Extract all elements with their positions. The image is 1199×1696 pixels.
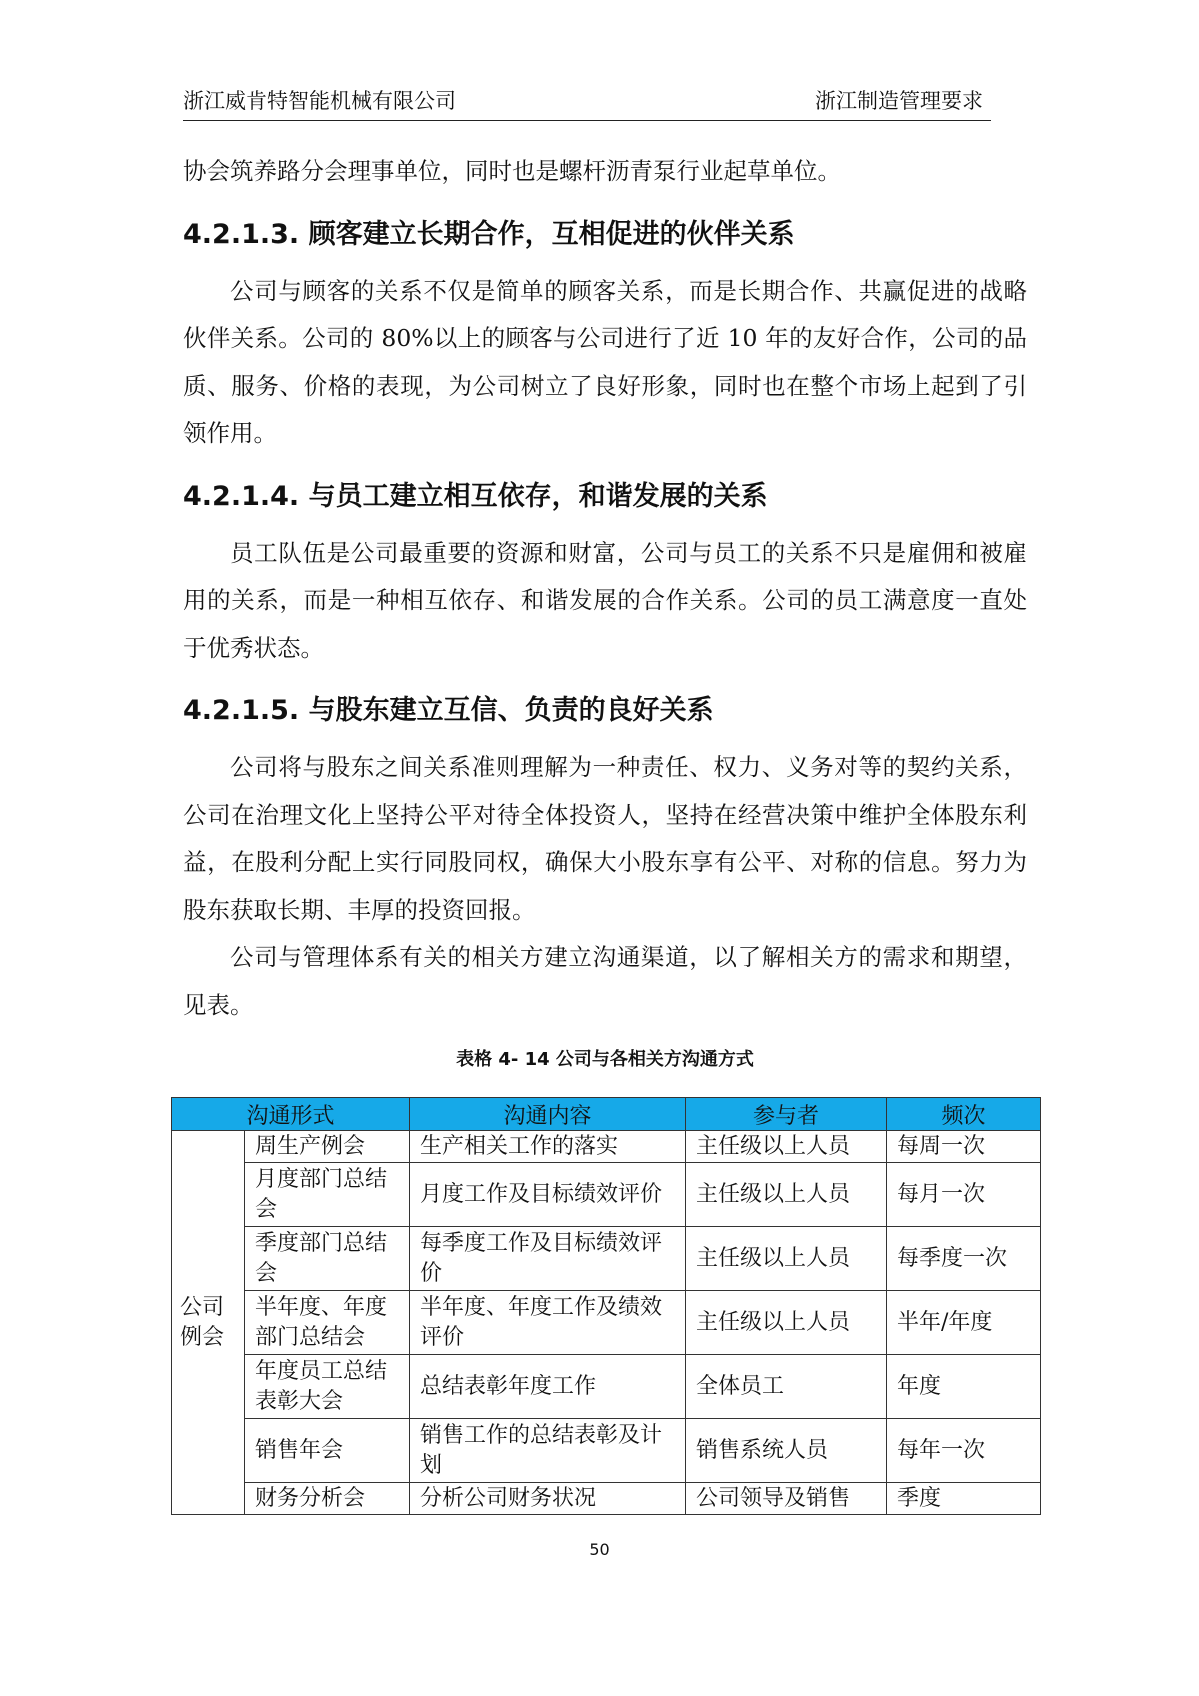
cell-form: 季度部门总结会 — [245, 1227, 410, 1291]
cell-content: 月度工作及目标绩效评价 — [410, 1163, 686, 1227]
cell-frequency: 每季度一次 — [887, 1227, 1041, 1291]
cell-content: 销售工作的总结表彰及计划 — [410, 1419, 686, 1483]
header-form: 沟通形式 — [172, 1098, 410, 1131]
page-number: 50 — [589, 1540, 610, 1559]
cell-participants: 全体员工 — [686, 1355, 887, 1419]
cell-participants: 主任级以上人员 — [686, 1131, 887, 1163]
cell-content: 半年度、年度工作及绩效评价 — [410, 1291, 686, 1355]
cell-participants: 主任级以上人员 — [686, 1163, 887, 1227]
cell-frequency: 半年/年度 — [887, 1291, 1041, 1355]
header-frequency: 频次 — [887, 1098, 1041, 1131]
cell-frequency: 每周一次 — [887, 1131, 1041, 1163]
cell-content: 每季度工作及目标绩效评价 — [410, 1227, 686, 1291]
table-row — [172, 1419, 1041, 1483]
cell-form: 销售年会 — [245, 1419, 410, 1483]
section-heading-4-2-1-4: 4.2.1.4. 与员工建立相互依存，和谐发展的关系 — [183, 480, 768, 512]
section-heading-4-2-1-5: 4.2.1.5. 与股东建立互信、负责的良好关系 — [183, 695, 714, 726]
paragraph: 公司与顾客的关系不仅是简单的顾客关系，而是长期合作、共赢促进的战略伙伴关系。公司的 80%以上的顾客与公司进行了近 10 年的友好合作，公司的品质、服务、价格的表现，为公司树立了良好形象，同时也在整个市场上起到了引领作用。 — [183, 276, 1027, 447]
table-header-row — [172, 1098, 1041, 1131]
cell-content: 分析公司财务状况 — [410, 1483, 686, 1515]
page-header — [183, 86, 991, 121]
table-row — [172, 1291, 1041, 1355]
document-body — [183, 148, 1027, 1083]
cell-form: 月度部门总结会 — [245, 1163, 410, 1227]
standard-name: 浙江制造管理要求 — [815, 89, 983, 113]
table-row — [172, 1483, 1041, 1515]
cell-frequency: 每年一次 — [887, 1419, 1041, 1483]
cell-frequency: 年度 — [887, 1355, 1041, 1419]
paragraph: 公司将与股东之间关系准则理解为一种责任、权力、义务对等的契约关系，公司在治理文化上坚持公平对待全体投资人，坚持在经营决策中维护全体股东利益，在股利分配上实行同股同权，确保大小股东享有公平、对称的信息。努力为股东获取长期、丰厚的投资回报。 — [183, 753, 1027, 924]
cell-participants: 公司领导及销售 — [686, 1483, 887, 1515]
cell-content: 生产相关工作的落实 — [410, 1131, 686, 1163]
cell-form: 年度员工总结表彰大会 — [245, 1355, 410, 1419]
table-caption: 表格 4- 14 公司与各相关方沟通方式 — [456, 1049, 754, 1070]
table-row — [172, 1355, 1041, 1419]
table-row — [172, 1227, 1041, 1291]
paragraph: 员工队伍是公司最重要的资源和财富，公司与员工的关系不只是雇佣和被雇用的关系，而是一种相互依存、和谐发展的合作关系。公司的员工满意度一直处于优秀状态。 — [183, 538, 1027, 662]
cell-participants: 主任级以上人员 — [686, 1291, 887, 1355]
company-name: 浙江威肯特智能机械有限公司 — [183, 89, 456, 113]
group-label: 公司例会 — [172, 1131, 245, 1515]
cell-form: 财务分析会 — [245, 1483, 410, 1515]
intro-line: 协会筑养路分会理事单位，同时也是螺杆沥青泵行业起草单位。 — [183, 157, 841, 185]
cell-participants: 主任级以上人员 — [686, 1227, 887, 1291]
communication-table — [171, 1097, 1041, 1515]
cell-form: 周生产例会 — [245, 1131, 410, 1163]
cell-participants: 销售系统人员 — [686, 1419, 887, 1483]
cell-frequency: 每月一次 — [887, 1163, 1041, 1227]
cell-form: 半年度、年度部门总结会 — [245, 1291, 410, 1355]
header-content: 沟通内容 — [410, 1098, 686, 1131]
header-participants: 参与者 — [686, 1098, 887, 1131]
cell-frequency: 季度 — [887, 1483, 1041, 1515]
paragraph: 公司与管理体系有关的相关方建立沟通渠道，以了解相关方的需求和期望，见表。 — [183, 943, 1027, 1019]
section-heading-4-2-1-3: 4.2.1.3. 顾客建立长期合作，互相促进的伙伴关系 — [183, 218, 795, 250]
table-row — [172, 1163, 1041, 1227]
table-row — [172, 1131, 1041, 1163]
cell-content: 总结表彰年度工作 — [410, 1355, 686, 1419]
